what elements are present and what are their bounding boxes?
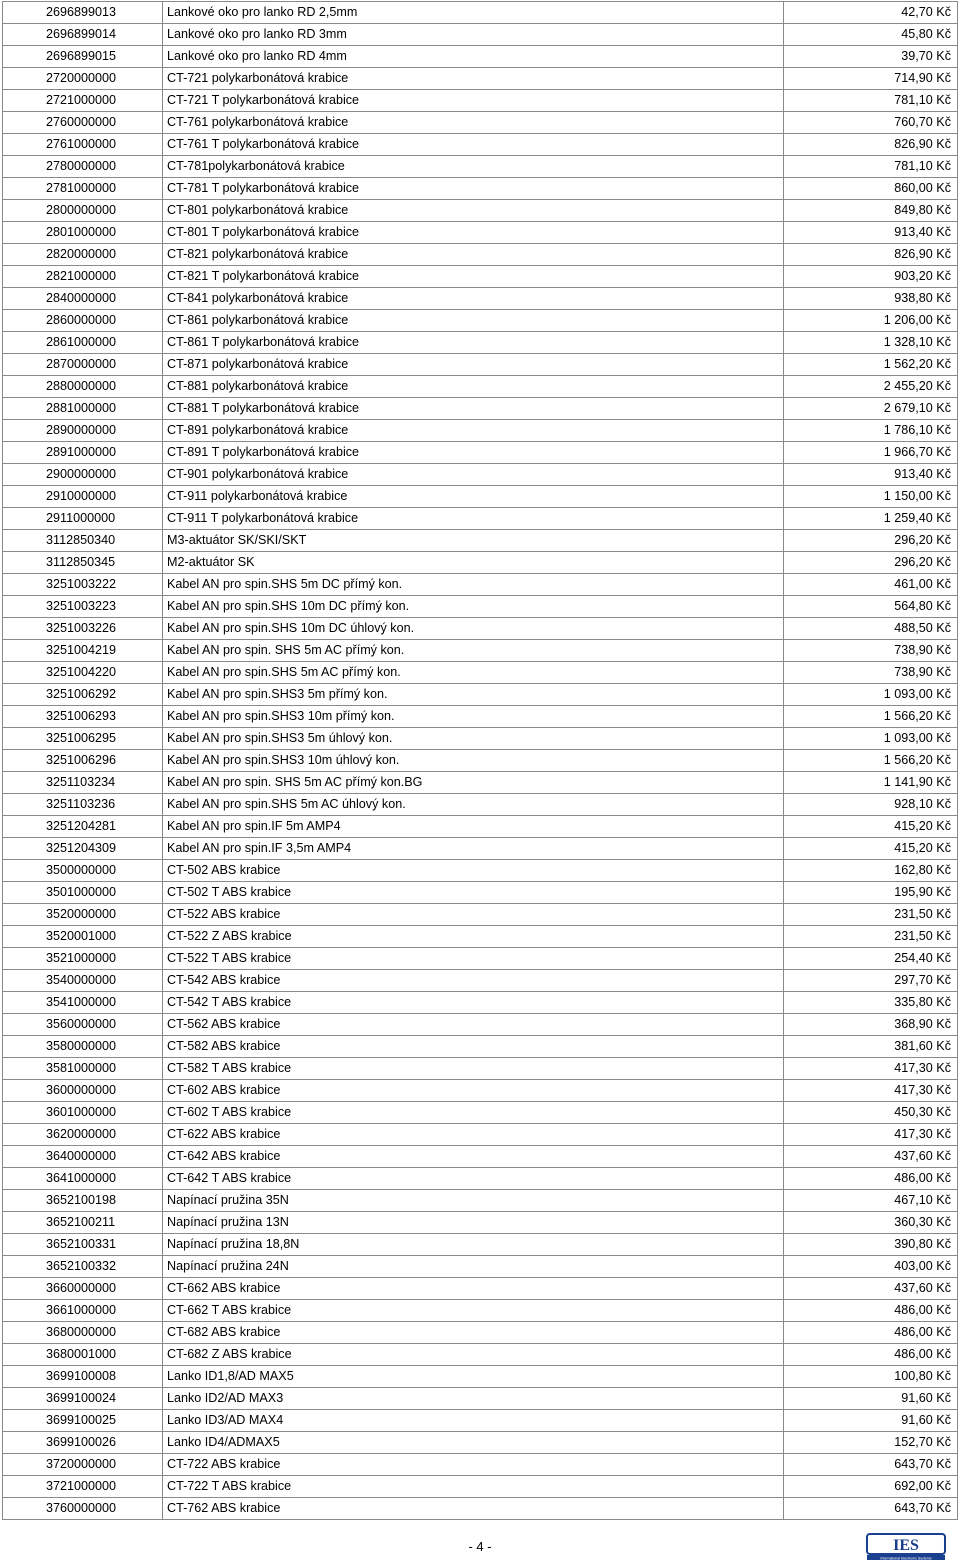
item-price-cell: 403,00 Kč xyxy=(784,1256,958,1278)
item-code-cell: 3600000000 xyxy=(3,1080,163,1102)
table-row xyxy=(3,596,958,618)
item-price-cell: 903,20 Kč xyxy=(784,266,958,288)
item-name-cell: Kabel AN pro spin.SHS3 10m přímý kon. xyxy=(163,706,784,728)
item-code-cell: 3251006292 xyxy=(3,684,163,706)
item-name-cell: Kabel AN pro spin.SHS3 5m úhlový kon. xyxy=(163,728,784,750)
item-name-cell: Kabel AN pro spin. SHS 5m AC přímý kon. xyxy=(163,640,784,662)
table-row xyxy=(3,46,958,68)
item-price-cell: 1 150,00 Kč xyxy=(784,486,958,508)
item-name-cell: CT-582 T ABS krabice xyxy=(163,1058,784,1080)
table-row xyxy=(3,1454,958,1476)
item-name-cell: CT-522 ABS krabice xyxy=(163,904,784,926)
item-price-cell: 335,80 Kč xyxy=(784,992,958,1014)
item-price-cell: 738,90 Kč xyxy=(784,640,958,662)
item-name-cell: CT-662 ABS krabice xyxy=(163,1278,784,1300)
item-name-cell: CT-722 ABS krabice xyxy=(163,1454,784,1476)
item-name-cell: CT-891 T polykarbonátová krabice xyxy=(163,442,784,464)
item-code-cell: 3500000000 xyxy=(3,860,163,882)
item-price-cell: 738,90 Kč xyxy=(784,662,958,684)
item-code-cell: 2911000000 xyxy=(3,508,163,530)
item-price-cell: 1 093,00 Kč xyxy=(784,684,958,706)
item-name-cell: CT-881 polykarbonátová krabice xyxy=(163,376,784,398)
item-code-cell: 2891000000 xyxy=(3,442,163,464)
item-name-cell: CT-502 T ABS krabice xyxy=(163,882,784,904)
table-row xyxy=(3,222,958,244)
table-row xyxy=(3,992,958,1014)
item-price-cell: 1 328,10 Kč xyxy=(784,332,958,354)
item-code-cell: 3760000000 xyxy=(3,1498,163,1520)
item-price-cell: 1 259,40 Kč xyxy=(784,508,958,530)
table-row xyxy=(3,1036,958,1058)
item-code-cell: 3251103234 xyxy=(3,772,163,794)
item-name-cell: CT-761 T polykarbonátová krabice xyxy=(163,134,784,156)
item-name-cell: M3-aktuátor SK/SKI/SKT xyxy=(163,530,784,552)
item-name-cell: CT-522 Z ABS krabice xyxy=(163,926,784,948)
item-code-cell: 3521000000 xyxy=(3,948,163,970)
item-price-cell: 1 786,10 Kč xyxy=(784,420,958,442)
item-price-cell: 486,00 Kč xyxy=(784,1300,958,1322)
table-row xyxy=(3,156,958,178)
item-code-cell: 3251006296 xyxy=(3,750,163,772)
item-price-cell: 417,30 Kč xyxy=(784,1124,958,1146)
item-price-cell: 564,80 Kč xyxy=(784,596,958,618)
table-row xyxy=(3,1124,958,1146)
ies-logo xyxy=(866,1533,946,1561)
item-price-cell: 486,00 Kč xyxy=(784,1322,958,1344)
item-code-cell: 3660000000 xyxy=(3,1278,163,1300)
item-price-cell: 461,00 Kč xyxy=(784,574,958,596)
item-code-cell: 2910000000 xyxy=(3,486,163,508)
item-code-cell: 3699100024 xyxy=(3,1388,163,1410)
item-name-cell: Lankové oko pro lanko RD 2,5mm xyxy=(163,2,784,24)
item-price-cell: 91,60 Kč xyxy=(784,1388,958,1410)
table-row xyxy=(3,706,958,728)
item-price-cell: 415,20 Kč xyxy=(784,838,958,860)
table-row xyxy=(3,926,958,948)
item-name-cell: CT-841 polykarbonátová krabice xyxy=(163,288,784,310)
item-price-cell: 231,50 Kč xyxy=(784,926,958,948)
item-name-cell: CT-642 T ABS krabice xyxy=(163,1168,784,1190)
item-code-cell: 3721000000 xyxy=(3,1476,163,1498)
item-code-cell: 3720000000 xyxy=(3,1454,163,1476)
table-row xyxy=(3,200,958,222)
item-price-cell: 913,40 Kč xyxy=(784,222,958,244)
item-name-cell: CT-901 polykarbonátová krabice xyxy=(163,464,784,486)
table-row xyxy=(3,530,958,552)
item-price-cell: 231,50 Kč xyxy=(784,904,958,926)
item-name-cell: CT-861 polykarbonátová krabice xyxy=(163,310,784,332)
item-code-cell: 2781000000 xyxy=(3,178,163,200)
item-price-cell: 296,20 Kč xyxy=(784,530,958,552)
item-name-cell: Lankové oko pro lanko RD 4mm xyxy=(163,46,784,68)
item-code-cell: 3251003223 xyxy=(3,596,163,618)
table-row xyxy=(3,1366,958,1388)
item-name-cell: Lankové oko pro lanko RD 3mm xyxy=(163,24,784,46)
table-row xyxy=(3,640,958,662)
item-name-cell: CT-542 ABS krabice xyxy=(163,970,784,992)
table-row xyxy=(3,1234,958,1256)
item-code-cell: 3251004219 xyxy=(3,640,163,662)
item-name-cell: Kabel AN pro spin. SHS 5m AC přímý kon.BG xyxy=(163,772,784,794)
table-row xyxy=(3,442,958,464)
item-name-cell: Napínací pružina 18,8N xyxy=(163,1234,784,1256)
item-price-cell: 42,70 Kč xyxy=(784,2,958,24)
item-price-cell: 195,90 Kč xyxy=(784,882,958,904)
item-name-cell: Lanko ID1,8/AD MAX5 xyxy=(163,1366,784,1388)
item-code-cell: 2820000000 xyxy=(3,244,163,266)
item-code-cell: 3251003226 xyxy=(3,618,163,640)
item-name-cell: Kabel AN pro spin.SHS 5m AC přímý kon. xyxy=(163,662,784,684)
item-price-cell: 91,60 Kč xyxy=(784,1410,958,1432)
item-code-cell: 3699100025 xyxy=(3,1410,163,1432)
table-row xyxy=(3,574,958,596)
table-row xyxy=(3,2,958,24)
table-row xyxy=(3,882,958,904)
logo-text: IES xyxy=(893,1537,919,1554)
item-name-cell: Lanko ID2/AD MAX3 xyxy=(163,1388,784,1410)
item-name-cell: CT-761 polykarbonátová krabice xyxy=(163,112,784,134)
table-row xyxy=(3,1344,958,1366)
table-row xyxy=(3,420,958,442)
item-code-cell: 3652100198 xyxy=(3,1190,163,1212)
item-code-cell: 3560000000 xyxy=(3,1014,163,1036)
table-row xyxy=(3,1014,958,1036)
table-row xyxy=(3,1476,958,1498)
table-row xyxy=(3,1256,958,1278)
item-price-cell: 415,20 Kč xyxy=(784,816,958,838)
item-code-cell: 3680001000 xyxy=(3,1344,163,1366)
item-price-cell: 488,50 Kč xyxy=(784,618,958,640)
item-price-cell: 1 566,20 Kč xyxy=(784,706,958,728)
item-code-cell: 2720000000 xyxy=(3,68,163,90)
item-name-cell: Kabel AN pro spin.SHS3 5m přímý kon. xyxy=(163,684,784,706)
item-name-cell: Kabel AN pro spin.SHS3 10m úhlový kon. xyxy=(163,750,784,772)
item-code-cell: 3640000000 xyxy=(3,1146,163,1168)
table-row xyxy=(3,728,958,750)
table-row xyxy=(3,662,958,684)
item-code-cell: 3251204309 xyxy=(3,838,163,860)
item-price-cell: 486,00 Kč xyxy=(784,1168,958,1190)
item-name-cell: CT-911 T polykarbonátová krabice xyxy=(163,508,784,530)
item-name-cell: Kabel AN pro spin.SHS 5m DC přímý kon. xyxy=(163,574,784,596)
table-row xyxy=(3,552,958,574)
item-name-cell: Kabel AN pro spin.SHS 10m DC přímý kon. xyxy=(163,596,784,618)
item-price-cell: 1 566,20 Kč xyxy=(784,750,958,772)
item-price-cell: 714,90 Kč xyxy=(784,68,958,90)
item-name-cell: CT-682 ABS krabice xyxy=(163,1322,784,1344)
table-row xyxy=(3,816,958,838)
item-price-cell: 297,70 Kč xyxy=(784,970,958,992)
item-code-cell: 2780000000 xyxy=(3,156,163,178)
item-name-cell: Kabel AN pro spin.SHS 5m AC úhlový kon. xyxy=(163,794,784,816)
item-code-cell: 2721000000 xyxy=(3,90,163,112)
item-name-cell: Lanko ID4/ADMAX5 xyxy=(163,1432,784,1454)
table-row xyxy=(3,684,958,706)
item-price-cell: 1 206,00 Kč xyxy=(784,310,958,332)
item-name-cell: CT-582 ABS krabice xyxy=(163,1036,784,1058)
table-row xyxy=(3,1322,958,1344)
item-code-cell: 2801000000 xyxy=(3,222,163,244)
item-name-cell: Napínací pružina 13N xyxy=(163,1212,784,1234)
item-code-cell: 3251103236 xyxy=(3,794,163,816)
item-name-cell: Napínací pružina 24N xyxy=(163,1256,784,1278)
item-price-cell: 437,60 Kč xyxy=(784,1278,958,1300)
item-code-cell: 3251004220 xyxy=(3,662,163,684)
item-name-cell: Kabel AN pro spin.IF 3,5m AMP4 xyxy=(163,838,784,860)
item-name-cell: CT-602 T ABS krabice xyxy=(163,1102,784,1124)
item-price-cell: 437,60 Kč xyxy=(784,1146,958,1168)
item-code-cell: 3661000000 xyxy=(3,1300,163,1322)
item-code-cell: 2760000000 xyxy=(3,112,163,134)
table-row xyxy=(3,838,958,860)
item-price-cell: 467,10 Kč xyxy=(784,1190,958,1212)
item-code-cell: 3580000000 xyxy=(3,1036,163,1058)
item-code-cell: 3112850345 xyxy=(3,552,163,574)
item-price-cell: 450,30 Kč xyxy=(784,1102,958,1124)
item-code-cell: 3251204281 xyxy=(3,816,163,838)
item-code-cell: 3652100331 xyxy=(3,1234,163,1256)
item-name-cell: CT-801 T polykarbonátová krabice xyxy=(163,222,784,244)
item-name-cell: CT-602 ABS krabice xyxy=(163,1080,784,1102)
table-row xyxy=(3,1278,958,1300)
item-price-cell: 2 455,20 Kč xyxy=(784,376,958,398)
item-code-cell: 3699100026 xyxy=(3,1432,163,1454)
item-code-cell: 3641000000 xyxy=(3,1168,163,1190)
item-code-cell: 2821000000 xyxy=(3,266,163,288)
item-code-cell: 3652100211 xyxy=(3,1212,163,1234)
item-name-cell: CT-722 T ABS krabice xyxy=(163,1476,784,1498)
item-price-cell: 417,30 Kč xyxy=(784,1080,958,1102)
item-code-cell: 3680000000 xyxy=(3,1322,163,1344)
item-price-cell: 781,10 Kč xyxy=(784,156,958,178)
item-code-cell: 2880000000 xyxy=(3,376,163,398)
item-name-cell: CT-522 T ABS krabice xyxy=(163,948,784,970)
item-price-cell: 643,70 Kč xyxy=(784,1454,958,1476)
item-code-cell: 2890000000 xyxy=(3,420,163,442)
item-code-cell: 3520000000 xyxy=(3,904,163,926)
item-code-cell: 3652100332 xyxy=(3,1256,163,1278)
item-price-cell: 781,10 Kč xyxy=(784,90,958,112)
item-price-cell: 826,90 Kč xyxy=(784,244,958,266)
item-name-cell: CT-682 Z ABS krabice xyxy=(163,1344,784,1366)
table-row xyxy=(3,794,958,816)
item-price-cell: 2 679,10 Kč xyxy=(784,398,958,420)
item-name-cell: CT-861 T polykarbonátová krabice xyxy=(163,332,784,354)
table-row xyxy=(3,244,958,266)
item-code-cell: 3581000000 xyxy=(3,1058,163,1080)
table-row xyxy=(3,1102,958,1124)
item-code-cell: 3520001000 xyxy=(3,926,163,948)
item-price-cell: 643,70 Kč xyxy=(784,1498,958,1520)
item-code-cell: 3251006293 xyxy=(3,706,163,728)
item-name-cell: CT-542 T ABS krabice xyxy=(163,992,784,1014)
table-row xyxy=(3,1410,958,1432)
item-name-cell: CT-801 polykarbonátová krabice xyxy=(163,200,784,222)
item-price-cell: 45,80 Kč xyxy=(784,24,958,46)
table-row xyxy=(3,1300,958,1322)
table-row xyxy=(3,68,958,90)
table-row xyxy=(3,508,958,530)
item-name-cell: CT-762 ABS krabice xyxy=(163,1498,784,1520)
item-name-cell: M2-aktuátor SK xyxy=(163,552,784,574)
item-name-cell: CT-821 polykarbonátová krabice xyxy=(163,244,784,266)
item-price-cell: 360,30 Kč xyxy=(784,1212,958,1234)
table-row xyxy=(3,860,958,882)
item-price-cell: 938,80 Kč xyxy=(784,288,958,310)
item-name-cell: CT-891 polykarbonátová krabice xyxy=(163,420,784,442)
table-row xyxy=(3,486,958,508)
item-code-cell: 3541000000 xyxy=(3,992,163,1014)
item-name-cell: CT-821 T polykarbonátová krabice xyxy=(163,266,784,288)
item-name-cell: Kabel AN pro spin.IF 5m AMP4 xyxy=(163,816,784,838)
item-name-cell: CT-871 polykarbonátová krabice xyxy=(163,354,784,376)
item-name-cell: CT-622 ABS krabice xyxy=(163,1124,784,1146)
item-code-cell: 2761000000 xyxy=(3,134,163,156)
item-name-cell: CT-502 ABS krabice xyxy=(163,860,784,882)
table-row xyxy=(3,332,958,354)
item-code-cell: 3251006295 xyxy=(3,728,163,750)
table-row xyxy=(3,178,958,200)
page-number: - 4 - xyxy=(468,1539,492,1554)
item-code-cell: 3601000000 xyxy=(3,1102,163,1124)
item-price-cell: 860,00 Kč xyxy=(784,178,958,200)
table-row xyxy=(3,948,958,970)
table-row xyxy=(3,464,958,486)
item-code-cell: 2900000000 xyxy=(3,464,163,486)
item-price-cell: 390,80 Kč xyxy=(784,1234,958,1256)
price-list-body xyxy=(3,2,958,1520)
item-name-cell: CT-781 T polykarbonátová krabice xyxy=(163,178,784,200)
item-price-cell: 254,40 Kč xyxy=(784,948,958,970)
table-row xyxy=(3,1190,958,1212)
item-name-cell: Napínací pružina 35N xyxy=(163,1190,784,1212)
item-code-cell: 3540000000 xyxy=(3,970,163,992)
table-row xyxy=(3,1080,958,1102)
item-name-cell: Kabel AN pro spin.SHS 10m DC úhlový kon. xyxy=(163,618,784,640)
item-code-cell: 2696899013 xyxy=(3,2,163,24)
table-row xyxy=(3,1498,958,1520)
table-row xyxy=(3,1212,958,1234)
table-row xyxy=(3,112,958,134)
table-row xyxy=(3,772,958,794)
logo-tagline: International Electronic Systems xyxy=(880,1556,932,1561)
table-row xyxy=(3,288,958,310)
item-name-cell: CT-562 ABS krabice xyxy=(163,1014,784,1036)
item-price-cell: 417,30 Kč xyxy=(784,1058,958,1080)
item-price-cell: 928,10 Kč xyxy=(784,794,958,816)
item-code-cell: 3699100008 xyxy=(3,1366,163,1388)
item-code-cell: 3620000000 xyxy=(3,1124,163,1146)
price-list-table xyxy=(2,1,958,1520)
table-row xyxy=(3,904,958,926)
item-code-cell: 3501000000 xyxy=(3,882,163,904)
item-code-cell: 2870000000 xyxy=(3,354,163,376)
item-name-cell: Lanko ID3/AD MAX4 xyxy=(163,1410,784,1432)
table-row xyxy=(3,354,958,376)
item-name-cell: CT-662 T ABS krabice xyxy=(163,1300,784,1322)
item-price-cell: 1 141,90 Kč xyxy=(784,772,958,794)
item-code-cell: 2696899014 xyxy=(3,24,163,46)
item-name-cell: CT-721 polykarbonátová krabice xyxy=(163,68,784,90)
table-row xyxy=(3,1388,958,1410)
item-price-cell: 826,90 Kč xyxy=(784,134,958,156)
item-code-cell: 2860000000 xyxy=(3,310,163,332)
table-row xyxy=(3,376,958,398)
item-code-cell: 2840000000 xyxy=(3,288,163,310)
item-price-cell: 152,70 Kč xyxy=(784,1432,958,1454)
item-code-cell: 2861000000 xyxy=(3,332,163,354)
item-price-cell: 381,60 Kč xyxy=(784,1036,958,1058)
table-row xyxy=(3,266,958,288)
item-name-cell: CT-721 T polykarbonátová krabice xyxy=(163,90,784,112)
table-row xyxy=(3,1058,958,1080)
item-price-cell: 760,70 Kč xyxy=(784,112,958,134)
item-price-cell: 692,00 Kč xyxy=(784,1476,958,1498)
table-row xyxy=(3,1168,958,1190)
table-row xyxy=(3,970,958,992)
item-price-cell: 849,80 Kč xyxy=(784,200,958,222)
table-row xyxy=(3,398,958,420)
item-price-cell: 368,90 Kč xyxy=(784,1014,958,1036)
item-price-cell: 913,40 Kč xyxy=(784,464,958,486)
table-row xyxy=(3,1432,958,1454)
table-row xyxy=(3,134,958,156)
item-price-cell: 1 966,70 Kč xyxy=(784,442,958,464)
table-row xyxy=(3,1146,958,1168)
item-price-cell: 296,20 Kč xyxy=(784,552,958,574)
item-name-cell: CT-881 T polykarbonátová krabice xyxy=(163,398,784,420)
item-code-cell: 2696899015 xyxy=(3,46,163,68)
item-code-cell: 2800000000 xyxy=(3,200,163,222)
item-name-cell: CT-781polykarbonátová krabice xyxy=(163,156,784,178)
item-price-cell: 486,00 Kč xyxy=(784,1344,958,1366)
item-name-cell: CT-642 ABS krabice xyxy=(163,1146,784,1168)
item-price-cell: 100,80 Kč xyxy=(784,1366,958,1388)
table-row xyxy=(3,310,958,332)
item-code-cell: 3112850340 xyxy=(3,530,163,552)
item-name-cell: CT-911 polykarbonátová krabice xyxy=(163,486,784,508)
item-code-cell: 3251003222 xyxy=(3,574,163,596)
item-code-cell: 2881000000 xyxy=(3,398,163,420)
item-price-cell: 1 093,00 Kč xyxy=(784,728,958,750)
item-price-cell: 39,70 Kč xyxy=(784,46,958,68)
table-row xyxy=(3,618,958,640)
table-row xyxy=(3,750,958,772)
table-row xyxy=(3,90,958,112)
item-price-cell: 1 562,20 Kč xyxy=(784,354,958,376)
table-row xyxy=(3,24,958,46)
item-price-cell: 162,80 Kč xyxy=(784,860,958,882)
